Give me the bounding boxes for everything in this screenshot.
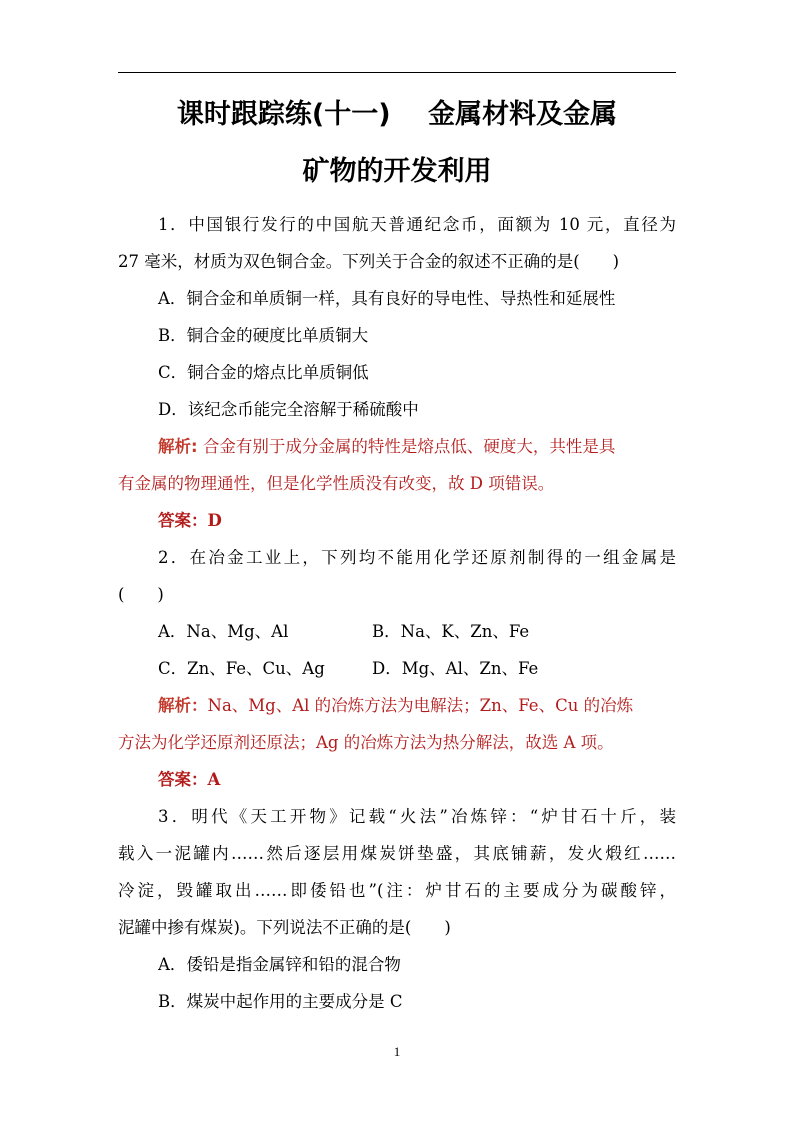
q1-explanation-line1 [118,428,676,465]
q2-options-row2 [118,650,676,687]
q2-option-d: D．Mg、Al、Zn、Fe [372,659,539,678]
q1-stem-line1: 1．中国银行发行的中国航天普通纪念币，面额为 10 元，直径为 [158,215,676,234]
q2-explanation-line1 [118,687,676,724]
q3-stem-line2: 载入一泥罐内……然后逐层用煤炭饼垫盛，其底铺薪，发火煅红…… [118,844,676,863]
q1-explanation-label: 解析: [158,437,198,456]
page-title-line1: 课时跟踪练(十一) 金属材料及金属 [176,99,618,130]
page-number: 1 [393,1044,401,1059]
q2-option-b: B．Na、K、Zn、Fe [372,622,530,641]
q2-answer [118,761,676,798]
q2-options-row1 [118,613,676,650]
q1-answer-label: 答案： [158,511,208,530]
q3-stem-line4: 泥罐中掺有煤炭)。下列说法不正确的是( ) [118,918,451,937]
q3-stem-line3: 冷淀，毁罐取出……即倭铅也”(注：炉甘石的主要成分为碳酸锌， [118,881,676,900]
q1-answer-value: D [207,511,222,530]
q1-option-a: A．铜合金和单质铜一样，具有良好的导电性、导热性和延展性 [158,289,616,308]
q1-option-d: D．该纪念币能完全溶解于稀硫酸中 [158,400,419,419]
q2-answer-label: 答案： [158,770,208,789]
q2-explanation-line2: 方法为化学还原剂还原法；Ag 的冶炼方法为热分解法，故选 A 项。 [118,733,614,752]
header-rule [118,72,676,73]
q3-stem-line1: 3．明代《天工开物》记载“火法”冶炼锌：“炉甘石十斤，装 [158,807,676,826]
q1-explanation-text: 合金有别于成分金属的特性是熔点低、硬度大，共性是具 [197,437,616,456]
q3-option-b: B．煤炭中起作用的主要成分是 C [158,992,403,1011]
q1-answer [118,502,676,539]
q1-stem-line2: 27 毫米，材质为双色铜合金。下列关于合金的叙述不正确的是( ) [118,252,620,271]
q2-stem-line1: 2．在冶金工业上，下列均不能用化学还原剂制得的一组金属是 [158,548,676,567]
q1-option-b: B．铜合金的硬度比单质铜大 [158,326,369,345]
q2-answer-value: A [207,770,221,789]
q2-explanation-text: Na、Mg、Al 的冶炼方法为电解法；Zn、Fe、Cu 的冶炼 [207,696,634,715]
page-title-line2: 矿物的开发利用 [302,156,492,187]
q2-stem-line2: ( ) [118,585,164,604]
q2-option-a: A．Na、Mg、Al [158,622,289,641]
q1-explanation-line2: 有金属的物理通性，但是化学性质没有改变，故 D 项错误。 [118,474,555,493]
document-body [118,206,676,1020]
q2-option-c: C．Zn、Fe、Cu、Ag [158,659,325,678]
q1-option-c: C．铜合金的熔点比单质铜低 [158,363,369,382]
q3-option-a: A．倭铅是指金属锌和铅的混合物 [158,955,401,974]
q2-explanation-label: 解析： [158,696,208,715]
